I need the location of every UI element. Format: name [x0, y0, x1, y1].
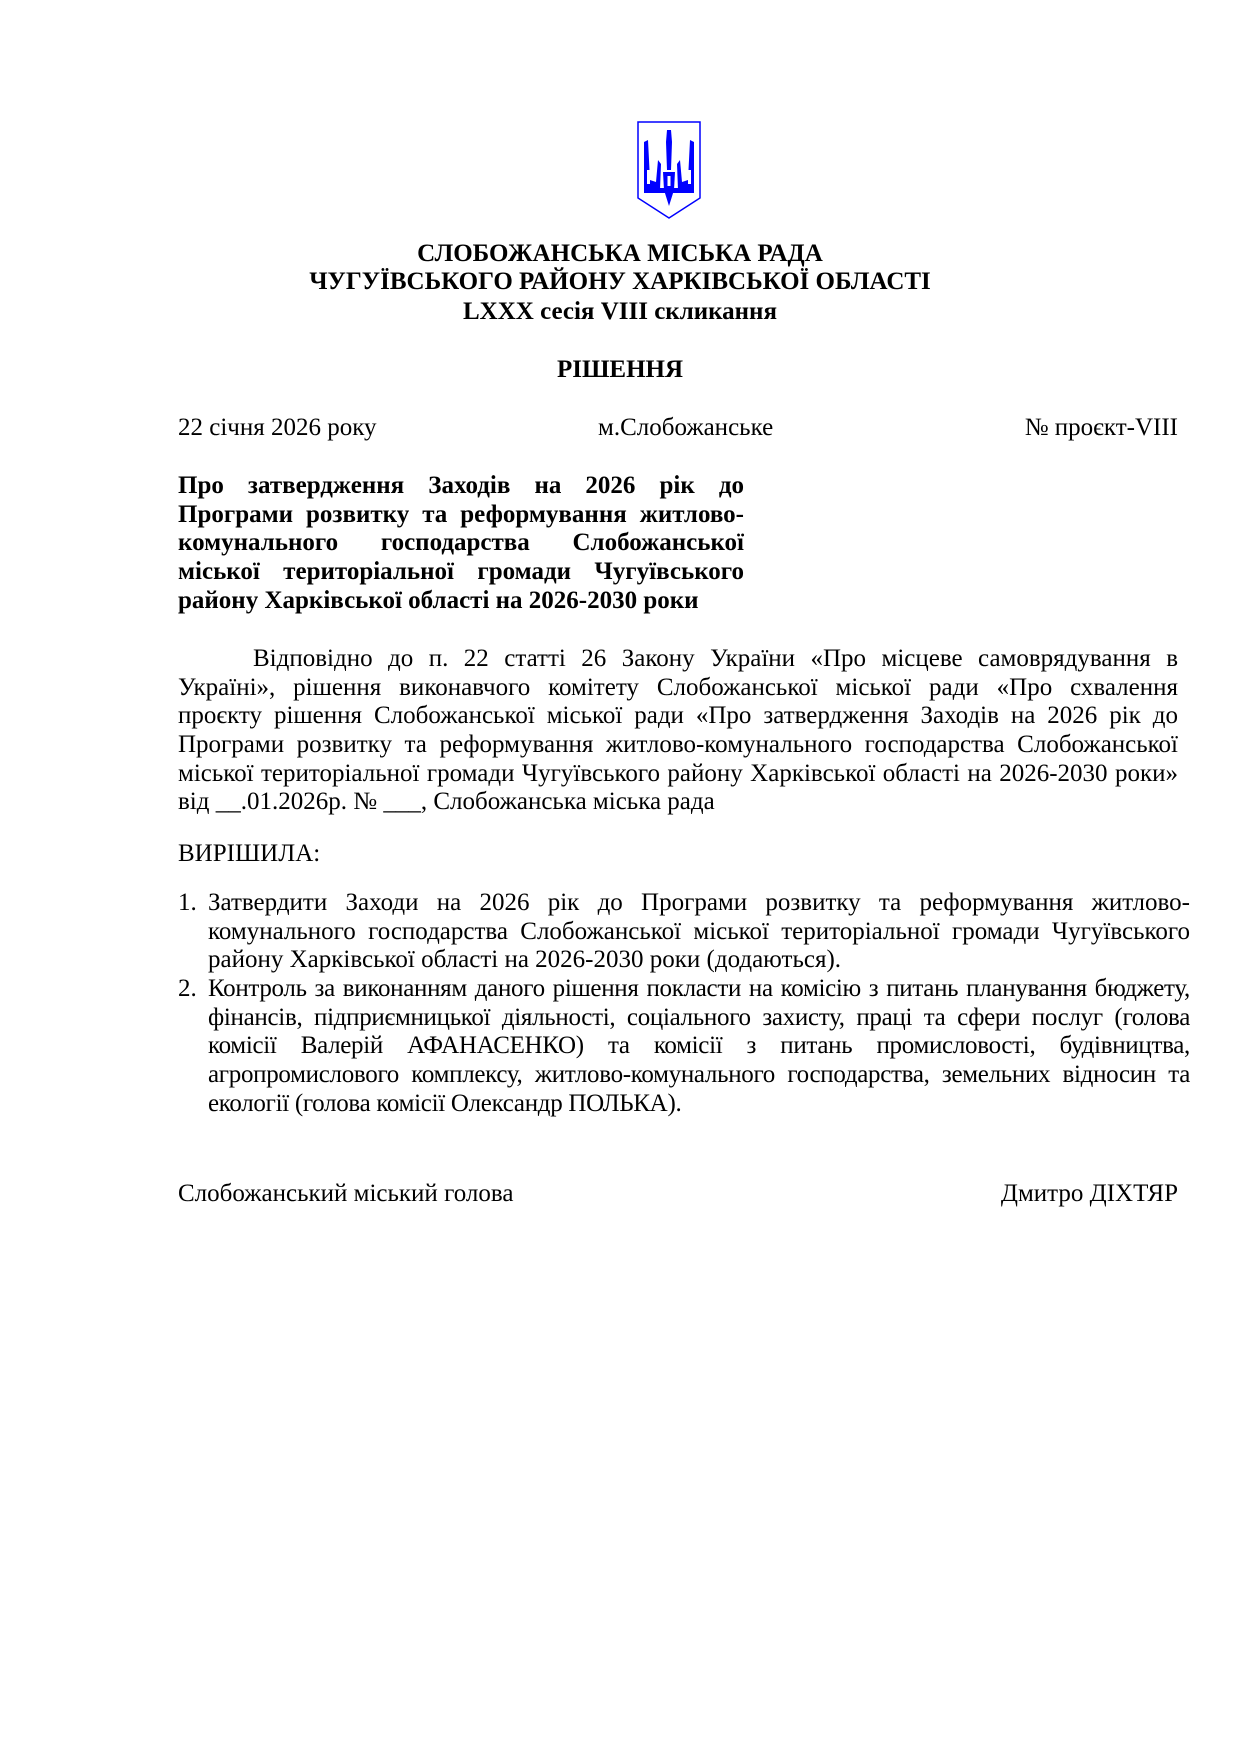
preamble [178, 645, 1178, 817]
list-item [178, 975, 1190, 1118]
signature-name: Дмитро ДІХТЯР [1000, 1180, 1178, 1207]
item-line: фінансів, підприємницької діяльності, соціального захисту, праці та сфери послуг (голова [208, 1003, 1190, 1031]
district-name: ЧУГУЇВСЬКОГО РАЙОНУ ХАРКІВСЬКОЇ ОБЛАСТІ [309, 268, 931, 295]
item-line: Контроль за виконанням даного рішення покласти на комісію з питань планування бюджету, [208, 975, 1190, 1003]
decided-label: ВИРІШИЛА: [178, 840, 321, 867]
signature-title: Слобожанський міський голова [178, 1180, 514, 1207]
preamble-line: Програми розвитку та реформування житлово-комунального господарства Слобожанської [178, 731, 1178, 759]
decision-items [178, 889, 1190, 1119]
preamble-line: від __.01.2026р. № ___, Слобожанська міська рада [178, 788, 715, 816]
decision-place: м.Слобожанське [598, 414, 774, 441]
item-line: агропромислового комплексу, житлово-комунального господарства, земельних відносин та [208, 1061, 1190, 1089]
list-item [178, 889, 1190, 975]
item-line: Затвердити Заходи на 2026 рік до Програми розвитку та реформування житлово- [208, 889, 1190, 916]
document-type: РІШЕННЯ [556, 356, 684, 383]
item-number: 2. [178, 975, 197, 1003]
preamble-line: проєкту рішення Слобожанської міської ради «Про затвердження Заходів на 2026 рік до [178, 702, 1178, 730]
decision-date: 22 січня 2026 року [178, 414, 377, 441]
subject-line: міської територіальної громади Чугуївського [178, 558, 744, 586]
item-line: комісії Валерій АФАНАСЕНКО) та комісії з питань промисловості, будівництва, [208, 1032, 1190, 1060]
council-name: СЛОБОЖАНСЬКА МІСЬКА РАДА [417, 240, 823, 267]
preamble-line: міської територіальної громади Чугуївського району Харківської області на 2026-2030 роки» [178, 759, 1178, 787]
preamble-line: Відповідно до п. 22 статті 26 Закону України «Про місцеве самоврядування в [253, 645, 1178, 672]
subject-line: Програми розвитку та реформування житлово- [178, 500, 744, 528]
subject-line: комунального господарства Слобожанської [178, 529, 744, 557]
subject-line: району Харківської області на 2026-2030 роки [178, 586, 699, 614]
item-line: комунального господарства Слобожанської міської територіальної громади Чугуївського [208, 917, 1190, 945]
decision-number: № проєкт-VIII [1024, 414, 1178, 441]
item-line: району Харківської області на 2026-2030 роки (додаються). [208, 946, 842, 974]
preamble-line: Україні», рішення виконавчого комітету Слобожанської міської ради «Про схвалення [178, 673, 1178, 701]
ukraine-coat-of-arms-icon [636, 120, 702, 220]
subject-line: Про затвердження Заходів на 2026 рік до [178, 472, 744, 499]
session-info: LXXX сесія VIII скликання [463, 298, 777, 325]
decision-subject [178, 472, 744, 615]
item-number: 1. [178, 889, 197, 916]
item-line: екології (голова комісії Олександр ПОЛЬКА). [208, 1089, 682, 1117]
